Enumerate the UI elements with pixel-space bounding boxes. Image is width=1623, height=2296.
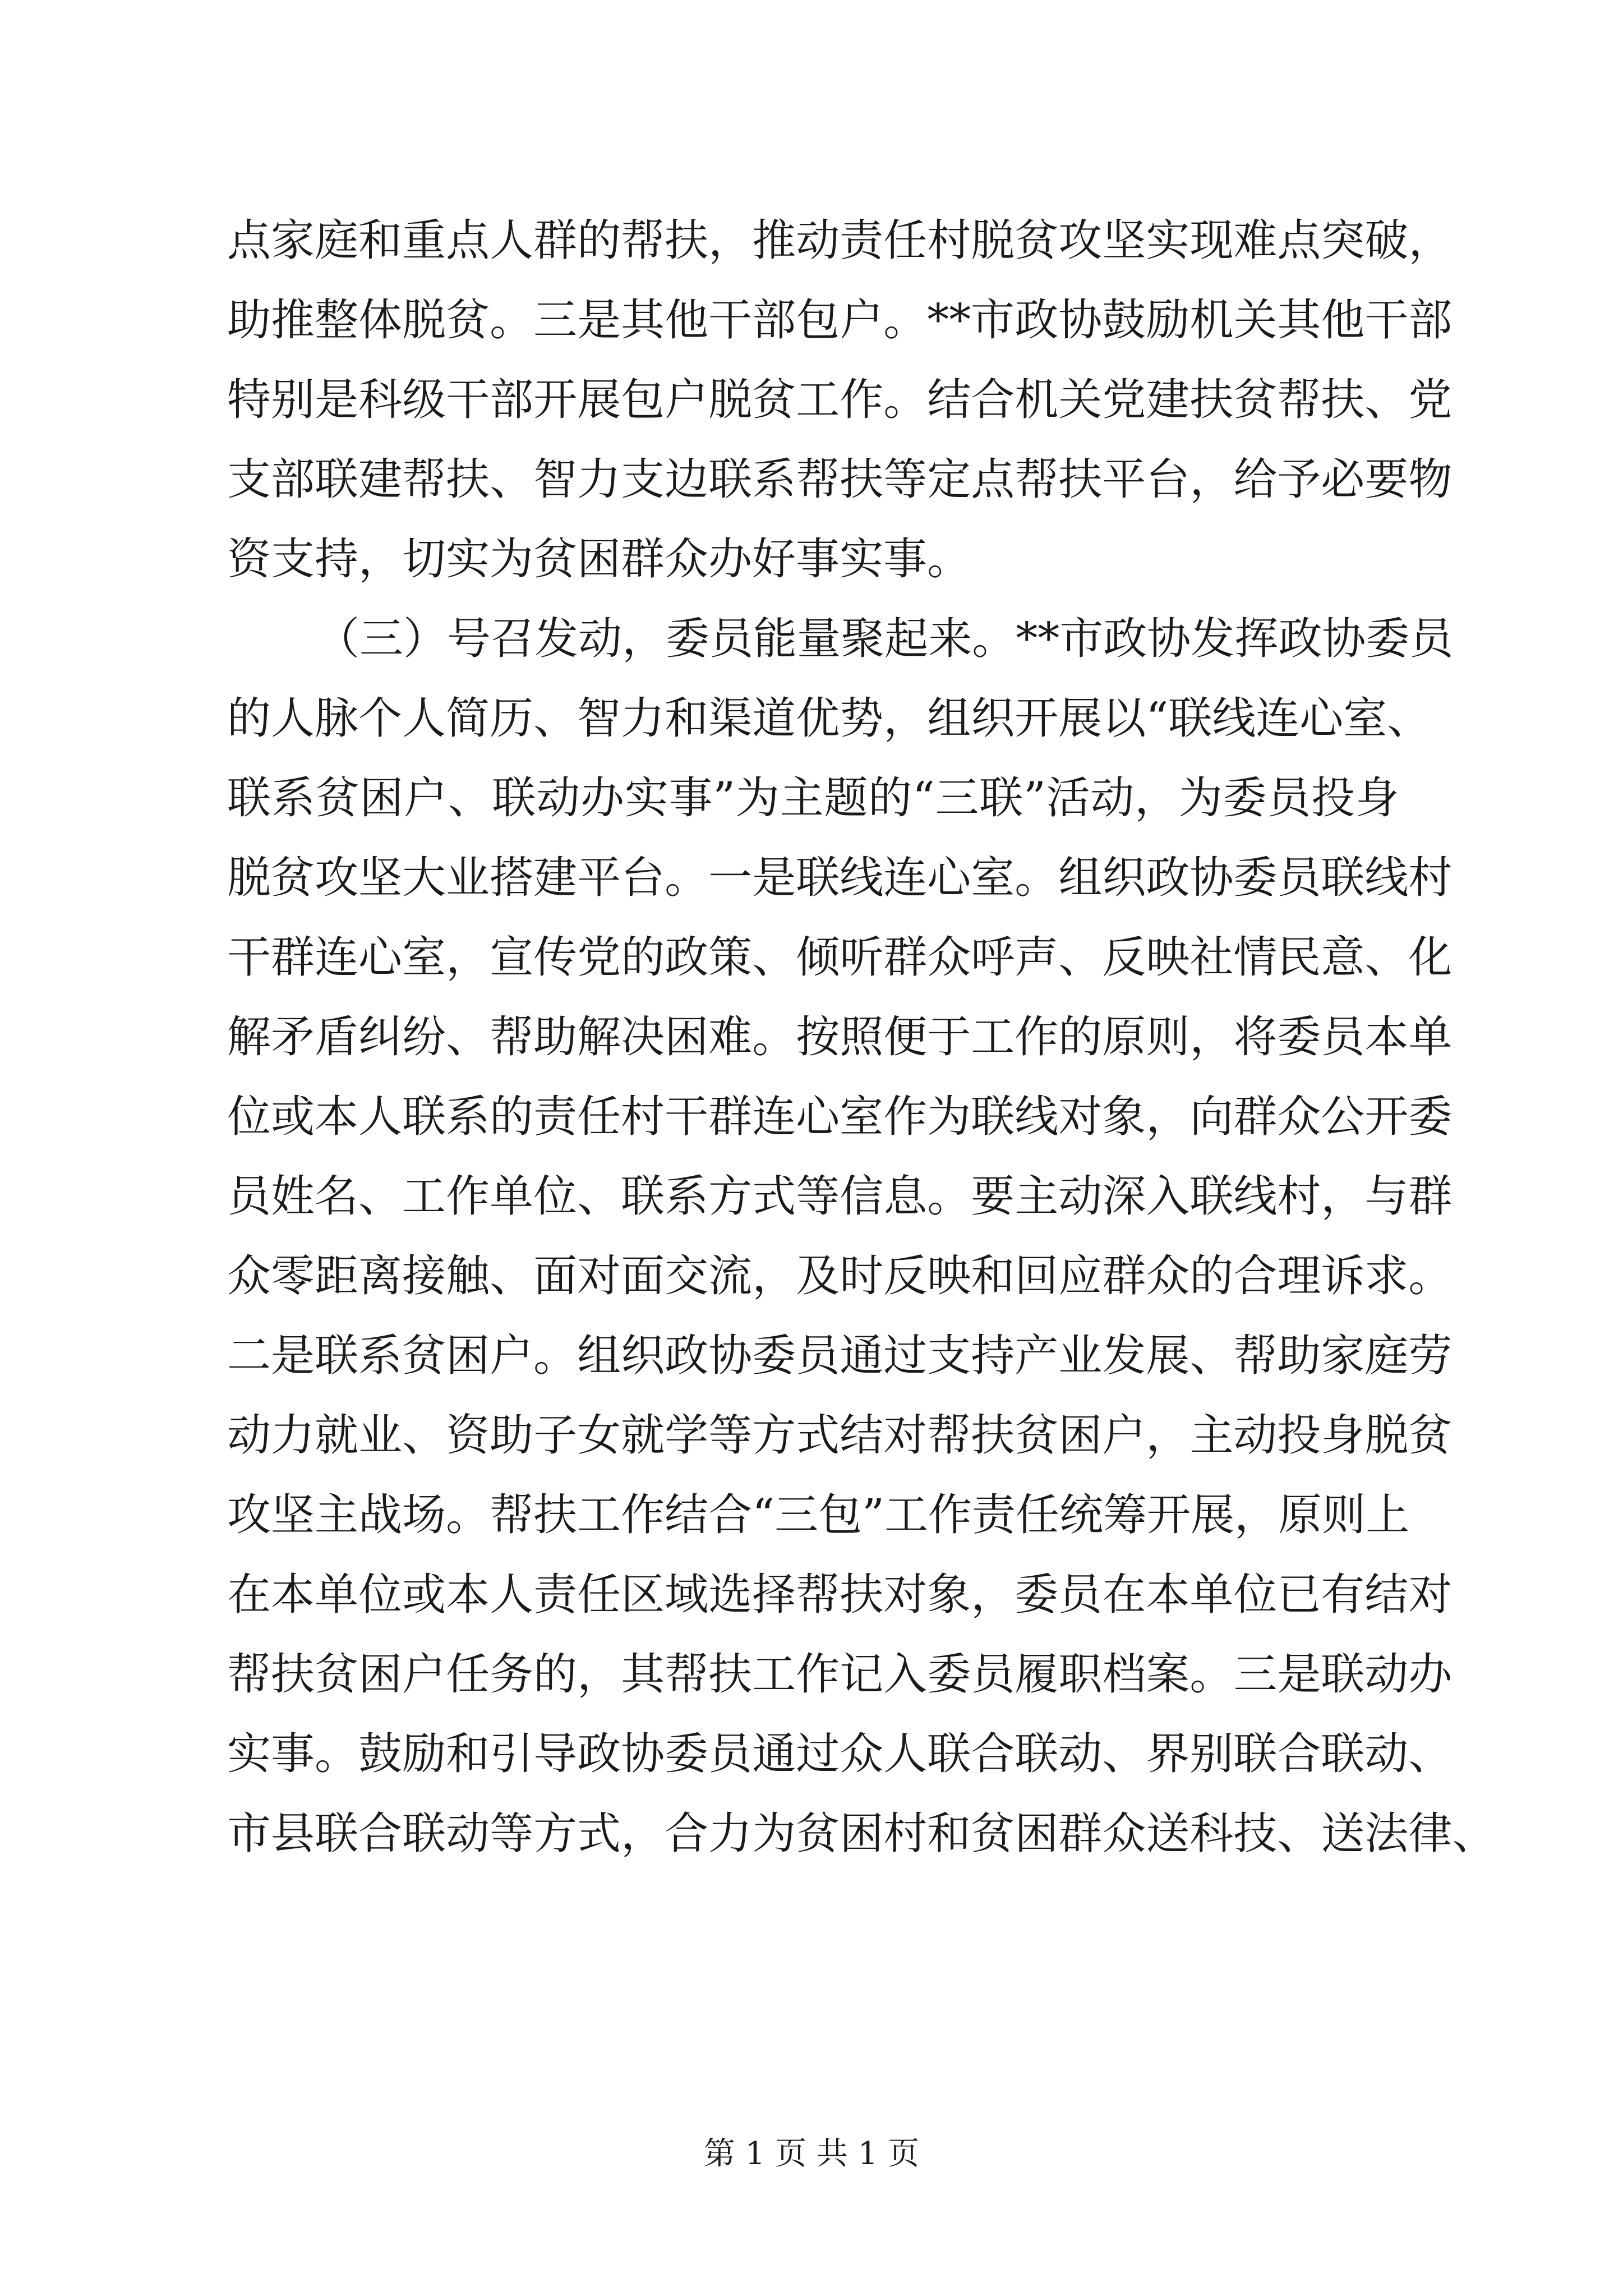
text-line: 动 力 就 业 、 资 助 子 女 就 学 等 方 式 结 对 帮 扶 贫 困 户 ， 主 动 投 身 脱 贫 xyxy=(227,1410,1453,1461)
text-line: 在 本 单 位 或 本 人 责 任 区 域 选 择 帮 扶 对 象 ， 委 员 在 本 单 位 已 有 结 对 xyxy=(227,1570,1453,1620)
text-line: 脱 贫 攻 坚 大 业 搭 建 平 台 。 一 是 联 线 连 心 室 。 组 织 政 协 委 员 联 线 村 xyxy=(227,853,1453,903)
text-line: 二 是 联 系 贫 困 户 。 组 织 政 协 委 员 通 过 支 持 产 业 发 展 、 帮 助 家 庭 劳 xyxy=(227,1331,1453,1381)
text-line: 的 人 脉 个 人 简 历 、 智 力 和 渠 道 优 势 ， 组 织 开 展 以 “ 联 线 连 心 室 、 xyxy=(227,693,1431,744)
text-line: 帮 扶 贫 困 户 任 务 的 ， 其 帮 扶 工 作 记 入 委 员 履 职 档 案 。 三 是 联 动 办 xyxy=(227,1649,1453,1700)
text-line: 解 矛 盾 纠 纷 、 帮 助 解 决 困 难 。 按 照 便 于 工 作 的 原 则 ， 将 委 员 本 单 xyxy=(227,1012,1453,1062)
text-line: 位 或 本 人 联 系 的 责 任 村 干 群 连 心 室 作 为 联 线 对 象 ， 向 群 众 公 开 委 xyxy=(227,1092,1453,1142)
text-line: 资支持，切实为贫困群众办好事实事。 xyxy=(227,534,971,585)
text-line: 员 姓 名 、 工 作 单 位 、 联 系 方 式 等 信 息 。 要 主 动 深 入 联 线 村 ， 与 群 xyxy=(227,1171,1453,1222)
text-line: 市 县 联 合 联 动 等 方 式 ， 合 力 为 贫 困 村 和 贫 困 群 众 送 科 技 、 送 法 律 、 xyxy=(227,1809,1496,1859)
text-line: 干 群 连 心 室 ， 宣 传 党 的 政 策 、 倾 听 群 众 呼 声 、 反 映 社 情 民 意 、 化 xyxy=(227,932,1453,983)
text-line: 实 事 。 鼓 励 和 引 导 政 协 委 员 通 过 众 人 联 合 联 动 、 界 别 联 合 联 动 、 xyxy=(227,1729,1453,1779)
document-body xyxy=(227,201,1496,1874)
text-line: 联 系 贫 困 户 、 联 动 办 实 事 ” 为 主 题 的 “ 三 联 ” 活 动 ， 为 委 员 投 身 xyxy=(227,773,1399,823)
page-footer: 第 1 页 共 1 页 xyxy=(703,2136,920,2172)
section-heading-line: （ 三 ） 号 召 发 动 ， 委 员 能 量 聚 起 来 。 * * 市 政 协 发 挥 政 协 委 员 xyxy=(316,614,1454,664)
text-line: 攻 坚 主 战 场 。 帮 扶 工 作 结 合 “ 三 包 ” 工 作 责 任 统 筹 开 展 ， 原 则 上 xyxy=(227,1490,1410,1540)
text-line: 助 推 整 体 脱 贫 。 三 是 其 他 干 部 包 户 。 * * 市 政 协 鼓 励 机 关 其 他 干 部 xyxy=(227,295,1453,346)
text-line: 支 部 联 建 帮 扶 、 智 力 支 边 联 系 帮 扶 等 定 点 帮 扶 平 台 ， 给 予 必 要 物 xyxy=(227,454,1453,505)
text-line: 特 别 是 科 级 干 部 开 展 包 户 脱 贫 工 作 。 结 合 机 关 党 建 扶 贫 帮 扶 、 党 xyxy=(227,375,1453,425)
text-line: 点 家 庭 和 重 点 人 群 的 帮 扶 ， 推 动 责 任 村 脱 贫 攻 坚 实 现 难 点 突 破 ， xyxy=(227,215,1453,266)
text-line: 众 零 距 离 接 触 、 面 对 面 交 流 ， 及 时 反 映 和 回 应 群 众 的 合 理 诉 求 。 xyxy=(227,1251,1453,1301)
